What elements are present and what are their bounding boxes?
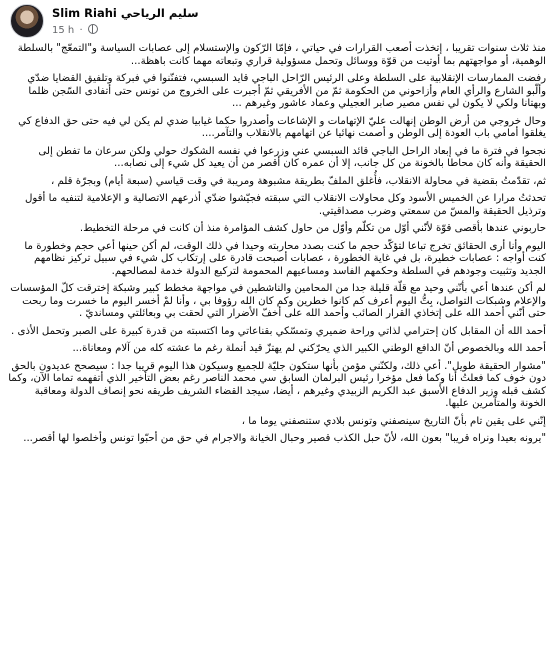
post-paragraph-1: منذ ثلاث سنوات تقريبا ، إتخذت أصعب القرارات في حياتي ، فإمّا الرّكون والإستسلام إلى عصابات السياسة و"التمعّج" بالسلطة الوهمية، أو مواجهتهم بما أوتيت من قوّة ووسائل وتحمل مسؤولية قراري وتبعاته مهما كانت باهظة... xyxy=(17,43,546,67)
post-paragraph-6: تحدثتُ مرارا عن الخميس الأسود وكل محاولات الانقلاب التي سبقته فجيّشوا ضدّي أذرعهم الاتصالية و الإعلامية لتنفيه ما أقول وترذيل الحقيقة والمسّ من سمعتي وضرب مصداقيتي. xyxy=(24,193,546,217)
post-paragraph-2: رفضت الممارسات الإنقلابية على السلطة وعلى الرئيس الرّاحل الباجي قايد السبسي، فتفنّنوا في فبركة وتلفيق القضايا ضدّي وألّبو الشارع والرأي العام وأزاحوني من الحكومة ثمّ من الأفريقي ثمّ أجبرت على الخروج من تونس حتى أتفادى السّجن ظلما وبهتانا ولكي لا يكون لي نفس مصير صابر العجيلي وعماد عاشور وغيرهم ... xyxy=(27,73,546,109)
author-name[interactable] xyxy=(52,6,204,20)
post-paragraph-13: إنّني على يقين تام بأنّ التاريخ سينصفني وتونس بلادي ستنصفني يوما ما ، xyxy=(241,415,546,427)
post-paragraph-7: حاربوني عندها بأقصى قوّة لأنّني أوّل من تكلّم وأوّل من حاول كشف المؤامرة منذ أن كانت في مرحلة التخطيط. xyxy=(79,223,546,234)
author-avatar[interactable] xyxy=(10,4,44,38)
post-body xyxy=(8,43,546,451)
post-paragraph-14: "يرونه بعيدا ونراه قريبا" بعون الله، لأنّ حبل الكذب قصير وحبال الخيانة والاجرام في حق من أحبّوا تونس وأخلصوا لها أقصر... xyxy=(23,433,546,444)
globe-icon[interactable] xyxy=(88,24,98,34)
post-paragraph-8: اليوم وأنا أرى الحقائق تخرج تباعا لتؤكّد حجم ما كنت بصدد محاربته وحيدا في ذلك الوقت، لم أكن حينها أعي حجم وخطورة ما كنت أواجه : عصابات خطيرة، بل في غاية الخطورة ، عصابات أصبحت قادرة على إرتكاب كل شيء في سبيل تركيز نظامهم الجديد وتثبيت وجودهم في السلطة وحكمهم الفاسد ومساعيهم المحمومة لتركيع الدولة خدمة لمصالحهم. xyxy=(24,240,546,277)
post-paragraph-12: "مشوار الحقيقة طويل". أعي ذلك، ولكنّني مؤمن بأنها ستكون جليّة للجميع وسيكون هذا اليوم قريبا جدا : سيصحح عديدون بالحق دون خوف كما فعلتُ أنا وكما فعل مؤخرا رئيس البرلمان السابق سي محمد الناصر رغم بعض التأخير الذي أتفهمه تماما الآن، وكما كشف قبله وزير الدفاع الأسبق عبد الكريم الزبيدي وغيرهم ، أيضا، سيجد القضاء الشريف طريقه نحو إنصاف الدولة ومعاقبة الخونة والمتآمرين عليها. xyxy=(8,360,546,409)
post-timestamp[interactable]: 15 h xyxy=(52,25,75,36)
post-paragraph-3: وحال خروجي من أرض الوطن إنهالت عليّ الإتهامات و الإشاعات وأصدروا حكما غيابيا ضدي لم يكن لي فيه حتى حق الدفاع كي يغلقوا أمامي باب العودة إلى الوطن و أصمت نهائيا عن اتهامهم بالانقلاب والتآمر.... xyxy=(18,115,546,139)
post-header xyxy=(0,0,554,42)
post-paragraph-10: أحمد الله أن المقابل كان إحترامي لذاتي وراحة ضميري وتمسّكي بقناعاتي وما اكتسبته من قدرة كبيرة على الصبر وتحمل الأذى . xyxy=(11,325,546,337)
author-name-en[interactable]: Slim Riahi xyxy=(52,6,117,20)
post-meta xyxy=(52,24,98,36)
post-paragraph-4: نجحوا في فترة ما في إبعاد الراحل الباجي قائد السبسي عني وزرعوا في نفسه الشكوك حولي ولكن سرعان ما تفطن إلى الحقيقة وأنه كان محاطا بالخونة من كل جانب، إلا أن عمره كان أقصر من أن يعيد كل شيء إلى نصابه... xyxy=(38,145,546,169)
meta-separator: · xyxy=(79,25,83,36)
post-paragraph-9: لم أكن عندها أعي بأنّني وحيد مع قلّة قليلة جدا من المحامين والناشطين في مواجهة مخطط كبير وشبكة إخترقت كلّ المؤسسات والإعلام وشبكات التواصل، بِتُّ اليوم أعرف كم كانوا خطرين وكم كان الله رؤوفا بي ، وأنا لمْ أخسر اليوم ما خسرت وما ربحت حتى أنّني أحمد الله على إتخاذي القرار الصائب وأحمد الله على أخفّ الأضرار التي لحقت بي وبعائلتي ومسانديّ . xyxy=(10,283,546,319)
author-name-ar[interactable]: سليم الرياحي xyxy=(120,6,199,20)
post-paragraph-5: ثم، تقدّمتُ بقضية في محاولة الانقلاب، فأُغلق الملفّ بطريقة مشبوهة ومريبة في وقت قياسي (سبعة أيام) وبجرّة قلم ، xyxy=(50,175,546,187)
post-paragraph-11: أحمد الله وبالخصوص أنّ الدافع الوطني الكبير الذي يحرّكني لم يهتزّ قيد أنملة رغم ما عشته كله من آلام ومعاناة... xyxy=(72,343,546,354)
